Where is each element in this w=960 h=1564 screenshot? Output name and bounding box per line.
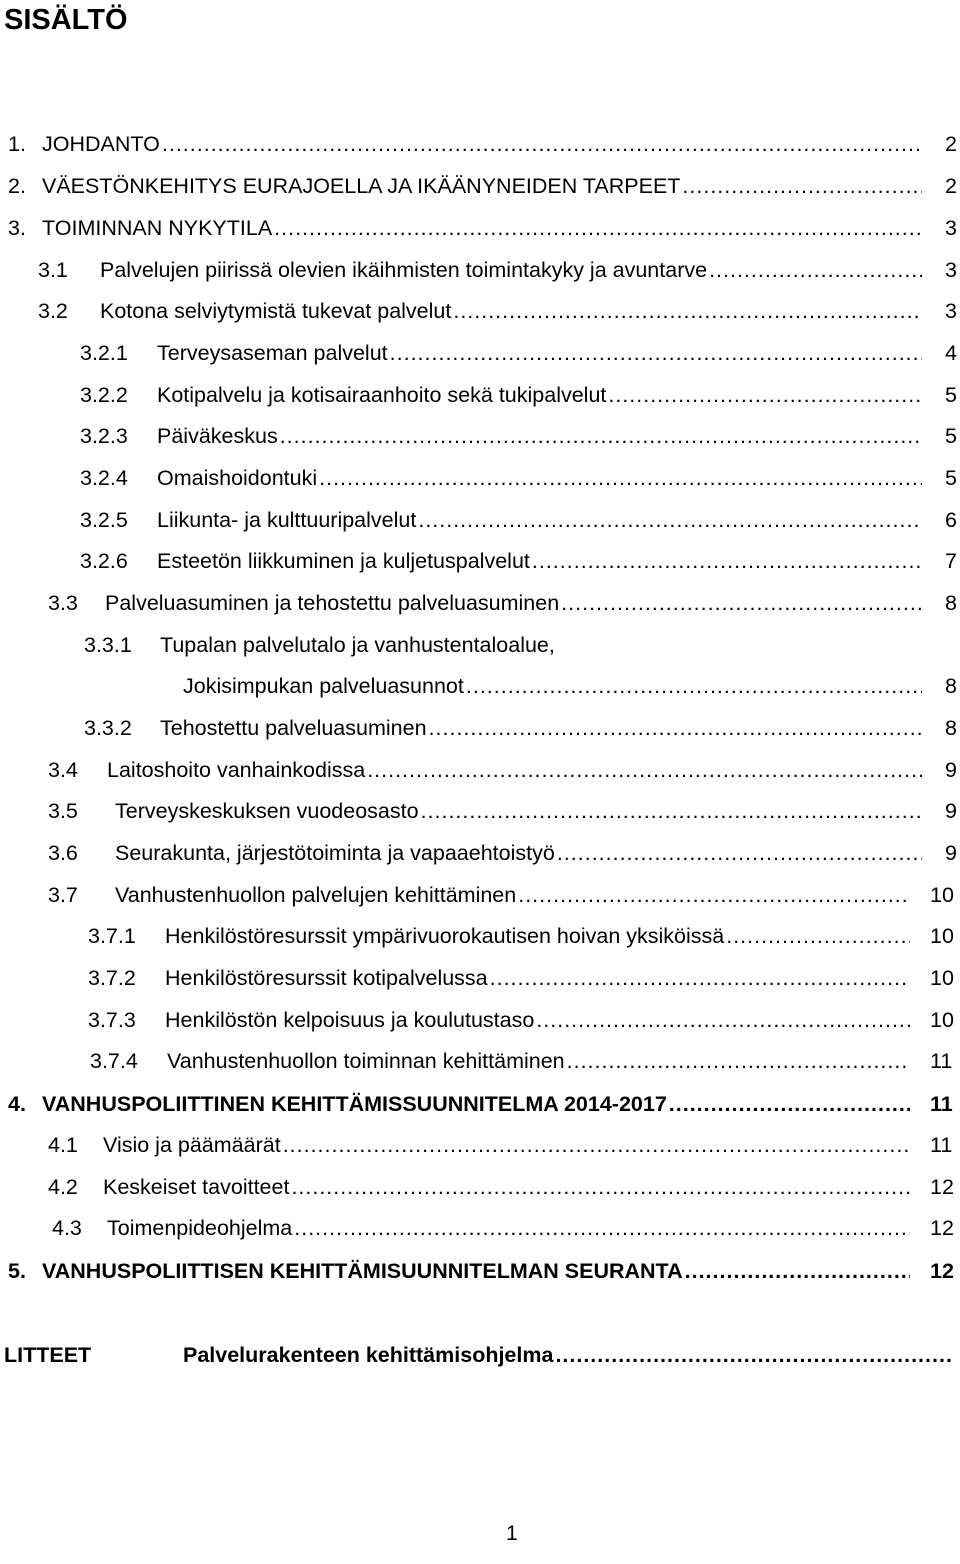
toc-entry-title: Vanhustenhuollon palvelujen kehittäminen — [115, 883, 517, 907]
toc-entry — [0, 293, 960, 329]
dot-leader — [557, 835, 922, 871]
toc-entry-title: VÄESTÖNKEHITYS EURAJOELLA JA IKÄÄNYNEIDEN TARPEET — [42, 174, 681, 198]
toc-entry-title: Visio ja päämäärät — [103, 1133, 281, 1157]
dot-leader — [555, 1337, 952, 1373]
toc-entry-title: Jokisimpukan palveluasunnot — [183, 674, 464, 698]
toc-entry-number: 3.1 — [38, 258, 68, 282]
toc-entry-number: 4.1 — [48, 1133, 78, 1157]
toc-entry-number: 3.2.5 — [80, 508, 128, 532]
toc-entry-page: 7 — [945, 549, 957, 573]
toc-entry-number: 3.2.2 — [80, 383, 128, 407]
toc-entry-title: TOIMINNAN NYKYTILA — [42, 216, 273, 240]
toc-entry — [0, 168, 960, 204]
toc-entry-number: 3.4 — [48, 758, 78, 782]
toc-entry-title: Keskeiset tavoitteet — [103, 1175, 290, 1199]
dot-leader — [319, 460, 922, 496]
toc-entry-page: 9 — [945, 758, 957, 782]
toc-entry-number: 4.3 — [52, 1216, 82, 1240]
toc-entry-number: 3.7.4 — [90, 1049, 138, 1073]
toc-entry-page: 5 — [945, 383, 957, 407]
toc-entry-title: Omaishoidontuki — [157, 466, 318, 490]
toc-entry-page: 6 — [945, 508, 957, 532]
toc-entry-page: 8 — [945, 716, 957, 740]
toc-entry-page: 10 — [930, 966, 954, 990]
toc-entry-page: 2 — [945, 174, 957, 198]
toc-entry — [0, 627, 960, 663]
document-title: SISÄLTÖ — [4, 4, 128, 36]
toc-entry — [0, 418, 960, 454]
toc-entry-title: Terveyskeskuksen vuodeosasto — [115, 799, 419, 823]
dot-leader — [390, 335, 922, 371]
dot-leader — [536, 1002, 910, 1038]
dot-leader — [567, 1043, 910, 1079]
toc-entry — [0, 668, 960, 704]
toc-entry — [0, 1253, 960, 1289]
toc-entry — [0, 835, 960, 871]
dot-leader — [466, 668, 922, 704]
toc-entry-number: 3.6 — [48, 841, 78, 865]
toc-entry — [0, 1043, 960, 1079]
toc-entry-number: 3.7.2 — [88, 966, 136, 990]
toc-entry-number: 3.2 — [38, 299, 68, 323]
dot-leader — [561, 585, 922, 621]
toc-entry-page: 5 — [945, 466, 957, 490]
toc-entry — [0, 1002, 960, 1038]
toc-entry-page: 4 — [945, 341, 957, 365]
toc-entry — [0, 1337, 960, 1373]
toc-entry — [0, 1127, 960, 1163]
toc-entry-page: 5 — [945, 424, 957, 448]
toc-entry-page: 12 — [930, 1175, 954, 1199]
toc-entry-number: 3.7.3 — [88, 1008, 136, 1032]
toc-entry — [0, 877, 960, 913]
toc-entry-number: 3.5 — [48, 799, 78, 823]
dot-leader — [418, 502, 922, 538]
toc-entry-title: Henkilöstön kelpoisuus ja koulutustaso — [165, 1008, 535, 1032]
toc-entry — [0, 543, 960, 579]
toc-entry-page: 9 — [945, 799, 957, 823]
toc-entry-number: 2. — [8, 174, 26, 198]
toc-entry-title: Tupalan palvelutalo ja vanhustentaloalue, — [160, 633, 555, 657]
toc-entry-number: 3.3.2 — [84, 716, 132, 740]
toc-entry-page: 8 — [945, 674, 957, 698]
dot-leader — [685, 1253, 910, 1289]
toc-entry-title: Päiväkeskus — [157, 424, 278, 448]
toc-entry-title: Kotona selviytymistä tukevat palvelut — [100, 299, 452, 323]
toc-entry — [0, 1086, 960, 1122]
toc-entry-page: 9 — [945, 841, 957, 865]
toc-entry-title: Toimenpideohjelma — [107, 1216, 293, 1240]
dot-leader — [421, 793, 922, 829]
toc-entry-title: Palveluasuminen ja tehostettu palveluasuminen — [105, 591, 560, 615]
dot-leader — [280, 418, 922, 454]
toc-entry-page: 10 — [930, 924, 954, 948]
toc-entry — [0, 1169, 960, 1205]
toc-entry — [0, 335, 960, 371]
toc-entry-page: 11 — [930, 1092, 953, 1116]
toc-entry-title: Palvelurakenteen kehittämisohjelma — [183, 1343, 554, 1367]
toc-entry — [0, 793, 960, 829]
toc-entry-title: Henkilöstöresurssit ympärivuorokautisen hoivan yksiköissä — [165, 924, 725, 948]
toc-entry-page: 8 — [945, 591, 957, 615]
dot-leader — [294, 1210, 910, 1246]
toc-entry-title: JOHDANTO — [42, 132, 160, 156]
dot-leader — [669, 1086, 910, 1122]
toc-entry-page: 10 — [930, 1008, 954, 1032]
dot-leader — [429, 710, 922, 746]
toc-entry-page: 12 — [930, 1259, 954, 1283]
toc-entry-page: 2 — [945, 132, 957, 156]
toc-entry-title: VANHUSPOLIITTINEN KEHITTÄMISSUUNNITELMA 2014-2017 — [42, 1092, 667, 1116]
toc-entry-title: Henkilöstöresurssit kotipalvelussa — [165, 966, 488, 990]
toc-entry-number: 3. — [8, 216, 26, 240]
dot-leader — [274, 210, 922, 246]
dot-leader — [162, 126, 922, 162]
dot-leader — [532, 543, 922, 579]
toc-entry-number: 4.2 — [48, 1175, 78, 1199]
dot-leader — [608, 377, 922, 413]
toc-entry — [0, 126, 960, 162]
toc-entry-number: 3.3.1 — [84, 633, 132, 657]
toc-entry-number: 3.7.1 — [88, 924, 136, 948]
toc-entry-page: 11 — [930, 1049, 953, 1073]
toc-entry-title: Palvelujen piirissä olevien ikäihmisten toimintakyky ja avuntarve — [100, 258, 708, 282]
toc-entry-title: Kotipalvelu ja kotisairaanhoito sekä tukipalvelut — [157, 383, 607, 407]
toc-entry-page: 3 — [945, 299, 957, 323]
toc-entry-title: Tehostettu palveluasuminen — [160, 716, 427, 740]
dot-leader — [726, 918, 910, 954]
toc-entry-title: VANHUSPOLIITTISEN KEHITTÄMISUUNNITELMAN SEURANTA — [42, 1259, 683, 1283]
toc-entry — [0, 710, 960, 746]
toc-entry-number: 3.2.4 — [80, 466, 128, 490]
toc-entry-page: 11 — [930, 1133, 953, 1157]
toc-entry-number: 3.7 — [48, 883, 78, 907]
toc-entry — [0, 752, 960, 788]
toc-entry — [0, 210, 960, 246]
dot-leader — [453, 293, 922, 329]
toc-entry-title: Liikunta- ja kulttuuripalvelut — [157, 508, 417, 532]
toc-entry — [0, 1210, 960, 1246]
toc-entry-number: 1. — [8, 132, 26, 156]
dot-leader — [709, 252, 922, 288]
toc-entry-number: 3.2.3 — [80, 424, 128, 448]
toc-entry-page: 10 — [930, 883, 954, 907]
toc-entry — [0, 252, 960, 288]
toc-entry — [0, 960, 960, 996]
dot-leader — [518, 877, 910, 913]
toc-entry-page: 12 — [930, 1216, 954, 1240]
toc-entry — [0, 918, 960, 954]
dot-leader — [682, 168, 922, 204]
toc-entry-number: 5. — [8, 1259, 26, 1283]
toc-entry-title: Seurakunta, järjestötoiminta ja vapaaehtoistyö — [115, 841, 555, 865]
toc-entry-title: Laitoshoito vanhainkodissa — [107, 758, 366, 782]
toc-entry — [0, 377, 960, 413]
toc-entry-number: 3.2.6 — [80, 549, 128, 573]
toc-entry — [0, 502, 960, 538]
toc-entry — [0, 585, 960, 621]
toc-entry-number: 4. — [8, 1092, 26, 1116]
toc-entry-number: 3.3 — [48, 591, 78, 615]
dot-leader — [490, 960, 910, 996]
toc-entry-title: Esteetön liikkuminen ja kuljetuspalvelut — [157, 549, 530, 573]
page-number: 1 — [506, 1522, 518, 1545]
toc-entry-number: LITTEET — [4, 1343, 92, 1367]
dot-leader — [367, 752, 922, 788]
dot-leader — [291, 1169, 910, 1205]
toc-entry-page: 3 — [945, 258, 957, 282]
toc-entry-title: Vanhustenhuollon toiminnan kehittäminen — [167, 1049, 565, 1073]
toc-entry — [0, 460, 960, 496]
toc-entry-number: 3.2.1 — [80, 341, 128, 365]
dot-leader — [283, 1127, 910, 1163]
toc-entry-page: 3 — [945, 216, 957, 240]
toc-entry-title: Terveysaseman palvelut — [157, 341, 388, 365]
